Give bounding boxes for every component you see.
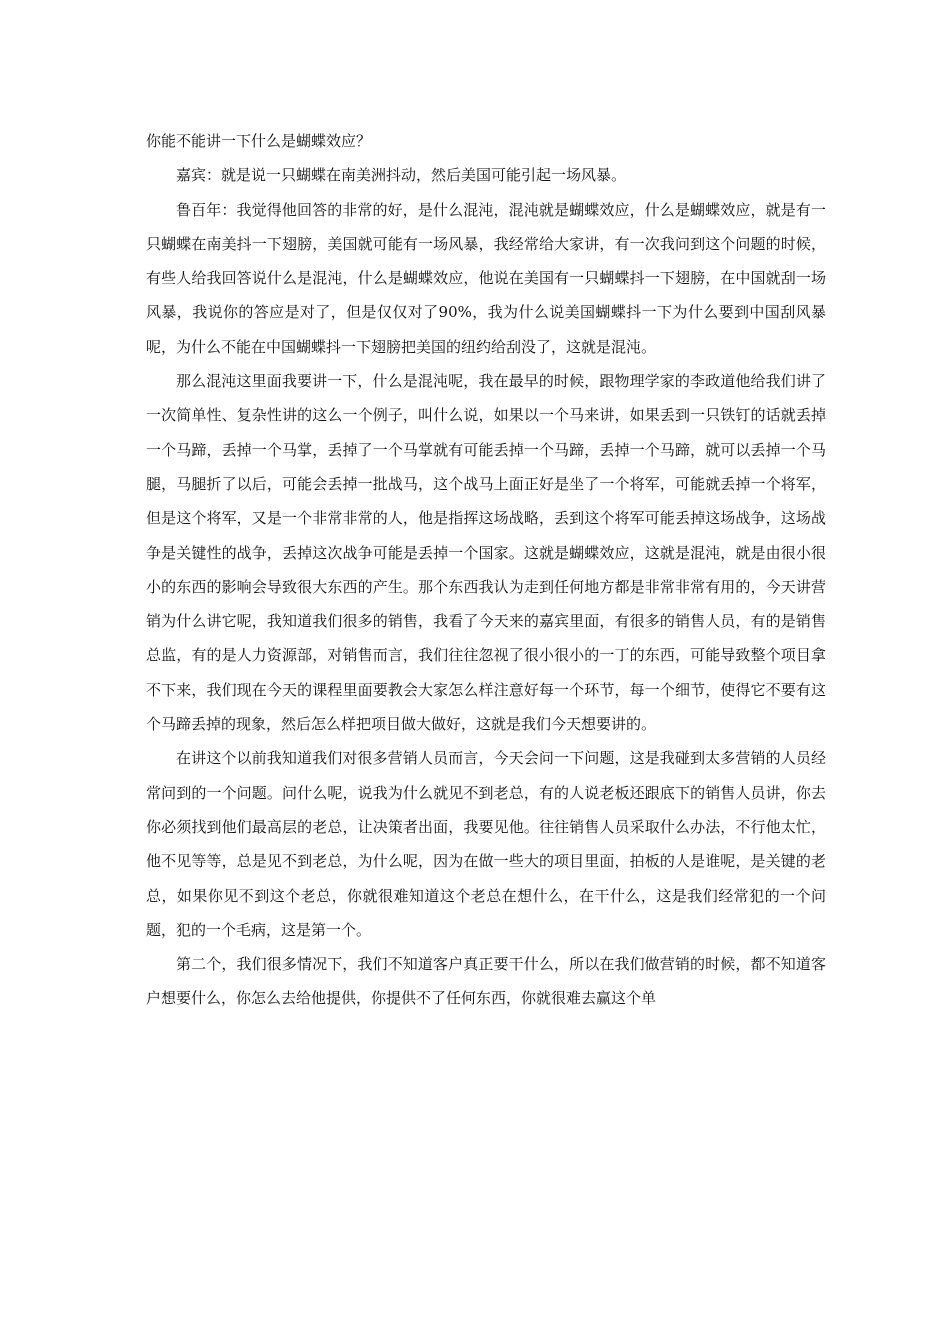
document-page: [146, 124, 826, 1016]
paragraph-question: 你能不能讲一下什么是蝴蝶效应？: [146, 132, 372, 150]
paragraph-chaos-horseshoe: 那么混沌这里面我要讲一下，什么是混沌呢，我在最早的时候，跟物理学家的李政道他给我们讲了一次简单性、复杂性讲的这么一个例子，叫什么说，如果以一个马来讲，如果丢到一只铁钉的话就丢掉一个马蹄，丢掉一个马掌，丢掉了一个马掌就有可能丢掉一个马蹄，丢掉一个马蹄，就可以丢掉一个马腿，马腿折了以后，可能会丢掉一批战马，这个战马上面正好是坐了一个将军，可能就丢掉一个将军，但是这个将军，又是一个非常非常的人，他是指挥这场战略，丢到这个将军可能丢掉这场战争，这场战争是关键性的战争，丢掉这次战争可能是丢掉一个国家。这就是蝴蝶效应，这就是混沌，就是由很小很小的东西的影响会导致很大东西的产生。那个东西我认为走到任何地方都是非常非常有用的，今天讲营销为什么讲它呢，我知道我们很多的销售，我看了今天来的嘉宾里面，有很多的销售人员，有的是销售总监，有的是人力资源部，对销售而言，我们往往忽视了很小很小的一丁的东西，可能导致整个项目拿不下来，我们现在今天的课程里面要教会大家怎么样注意好每一个环节，每一个细节，使得它不要有这个马蹄丢掉的现象，然后怎么样把项目做大做好，这就是我们今天想要讲的。: [146, 372, 826, 734]
paragraph-guest-answer: 嘉宾：就是说一只蝴蝶在南美洲抖动，然后美国可能引起一场风暴。: [176, 166, 627, 185]
paragraph-meeting-boss: 在讲这个以前我知道我们对很多营销人员而言，今天会问一下问题，这是我碰到太多营销的人员经常问到的一个问题。问什么呢，说我为什么就见不到老总，有的人说老板还跟底下的销售人员讲，你去你必须找到他们最高层的老总，让决策者出面，我要见他。往往销售人员采取什么办法，不行他太忙，他不见等等，总是见不到老总，为什么呢，因为在做一些大的项目里面，拍板的人是谁呢，是关键的老总，如果你见不到这个老总，你就很难知道这个老总在想什么，在干什么，这是我们经常犯的一个问题，犯的一个毛病，这是第一个。: [146, 749, 826, 939]
paragraph-lu-butterfly-effect: 鲁百年：我觉得他回答的非常的好，是什么混沌，混沌就是蝴蝶效应，什么是蝴蝶效应，就是有一只蝴蝶在南美抖一下翅膀，美国就可能有一场风暴，我经常给大家讲，有一次我问到这个问题的时候，有些人给我回答说什么是混沌，什么是蝴蝶效应，他说在美国有一只蝴蝶抖一下翅膀，在中国就刮一场风暴，我说你的答应是对了，但是仅仅对了90%，我为什么说美国蝴蝶抖一下为什么要到中国刮风暴呢，为什么不能在中国蝴蝶抖一下翅膀把美国的纽约给刮没了，这就是混沌。: [146, 200, 826, 356]
paragraph-second-point: 第二个，我们很多情况下，我们不知道客户真正要干什么，所以在我们做营销的时候，都不知道客户想要什么，你怎么去给他提供，你提供不了任何东西，你就很难去赢这个单: [146, 955, 826, 1008]
